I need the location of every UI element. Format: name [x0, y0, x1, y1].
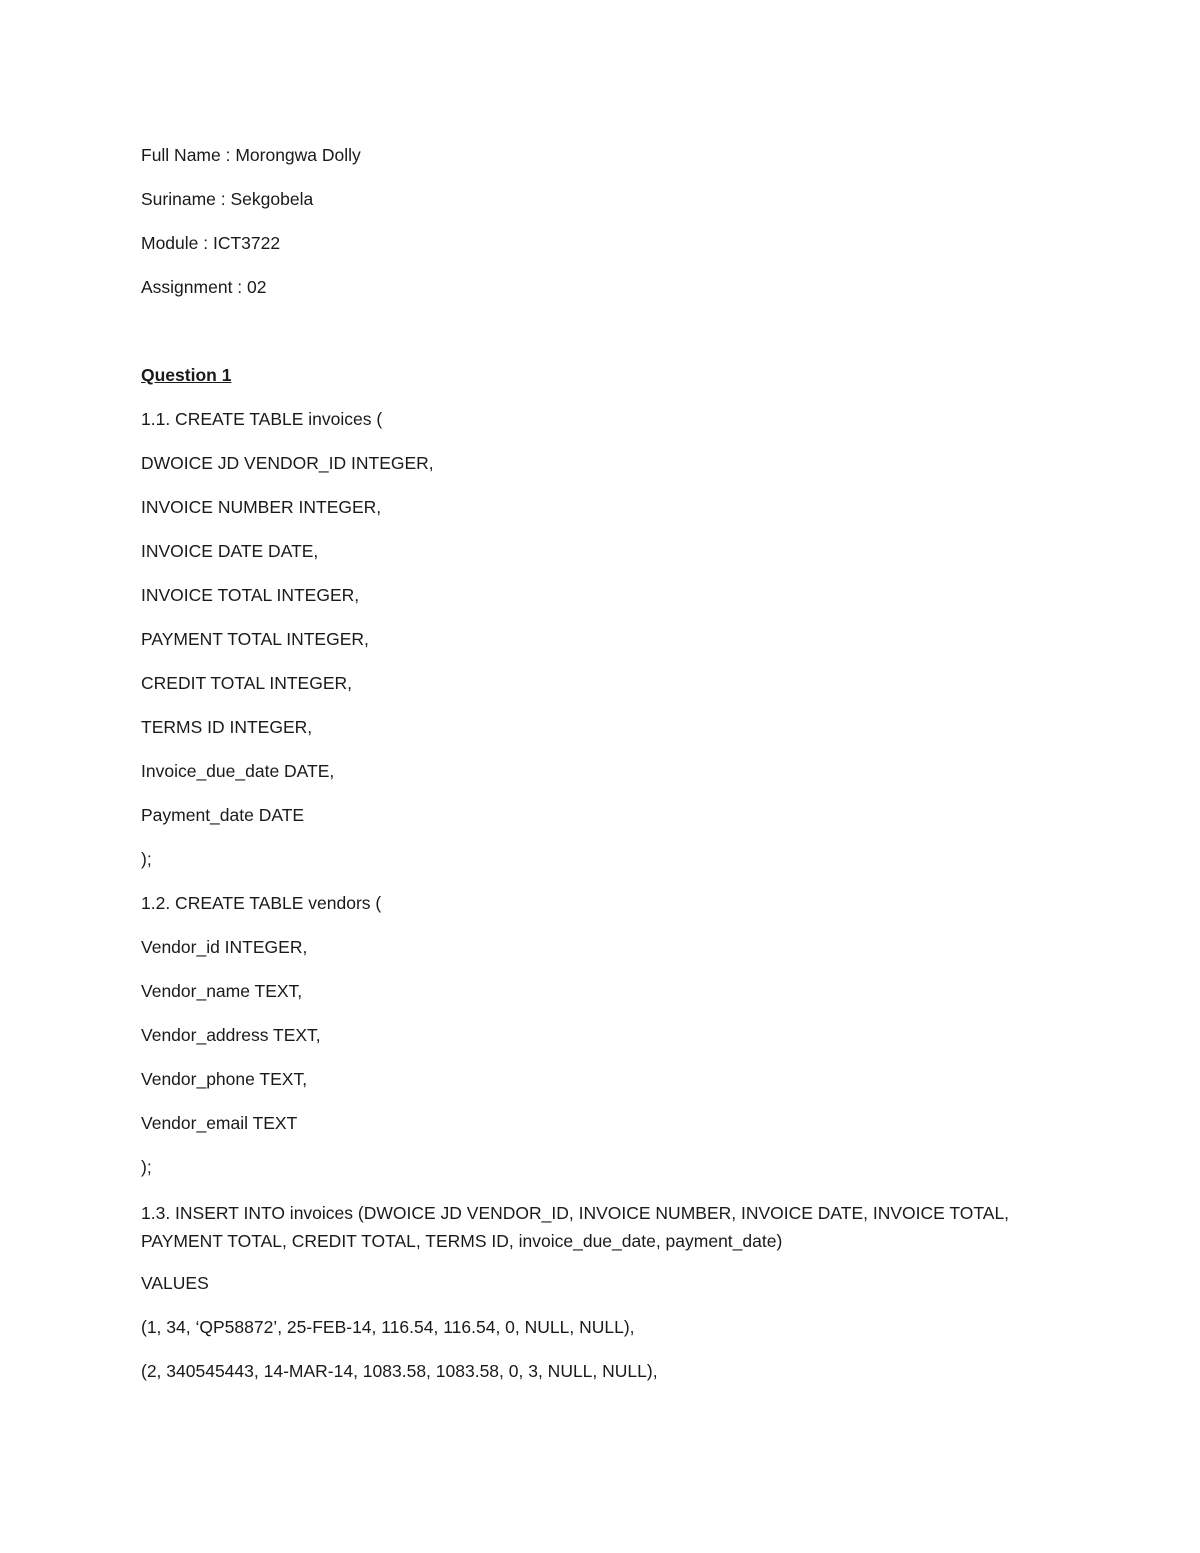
- sql-line: );: [141, 849, 152, 869]
- document-body: [141, 143, 1061, 1403]
- sql-line: 1.2. CREATE TABLE vendors (: [141, 893, 382, 913]
- sql-line: 1.1. CREATE TABLE invoices (: [141, 409, 383, 429]
- sql-line: INVOICE DATE DATE,: [141, 541, 319, 561]
- sql-line: CREDIT TOTAL INTEGER,: [141, 673, 353, 693]
- spacer: [141, 319, 1061, 363]
- insert-statement: 1.3. INSERT INTO invoices (DWOICE JD VENDOR_ID, INVOICE NUMBER, INVOICE DATE, INVOICE TOTAL, PAYMENT TOTAL, CREDIT TOTAL, TERMS ID, invoice_due_date, payment_date): [141, 1203, 1010, 1251]
- assignment-line: Assignment : 02: [141, 277, 267, 297]
- sql-line: Vendor_address TEXT,: [141, 1025, 321, 1045]
- module-line: Module : ICT3722: [141, 233, 281, 253]
- sql-line: Invoice_due_date DATE,: [141, 761, 335, 781]
- full-name-line: Full Name : Morongwa Dolly: [141, 145, 361, 165]
- sql-line: Vendor_id INTEGER,: [141, 937, 308, 957]
- sql-line: INVOICE NUMBER INTEGER,: [141, 497, 382, 517]
- value-row: (2, 340545443, 14-MAR-14, 1083.58, 1083.58, 0, 3, NULL, NULL),: [141, 1361, 658, 1381]
- sql-line: Vendor_name TEXT,: [141, 981, 303, 1001]
- sql-line: INVOICE TOTAL INTEGER,: [141, 585, 360, 605]
- sql-line: );: [141, 1157, 152, 1177]
- sql-line: Vendor_email TEXT: [141, 1113, 298, 1133]
- value-row: (1, 34, ‘QP58872’, 25-FEB-14, 116.54, 116.54, 0, NULL, NULL),: [141, 1317, 635, 1337]
- sql-line: DWOICE JD VENDOR_ID INTEGER,: [141, 453, 434, 473]
- sql-line: Vendor_phone TEXT,: [141, 1069, 308, 1089]
- sql-line: PAYMENT TOTAL INTEGER,: [141, 629, 369, 649]
- sql-line: TERMS ID INTEGER,: [141, 717, 313, 737]
- sql-line: Payment_date DATE: [141, 805, 305, 825]
- surname-line: Suriname : Sekgobela: [141, 189, 314, 209]
- values-label: VALUES: [141, 1273, 209, 1293]
- question-heading: Question 1: [141, 365, 232, 385]
